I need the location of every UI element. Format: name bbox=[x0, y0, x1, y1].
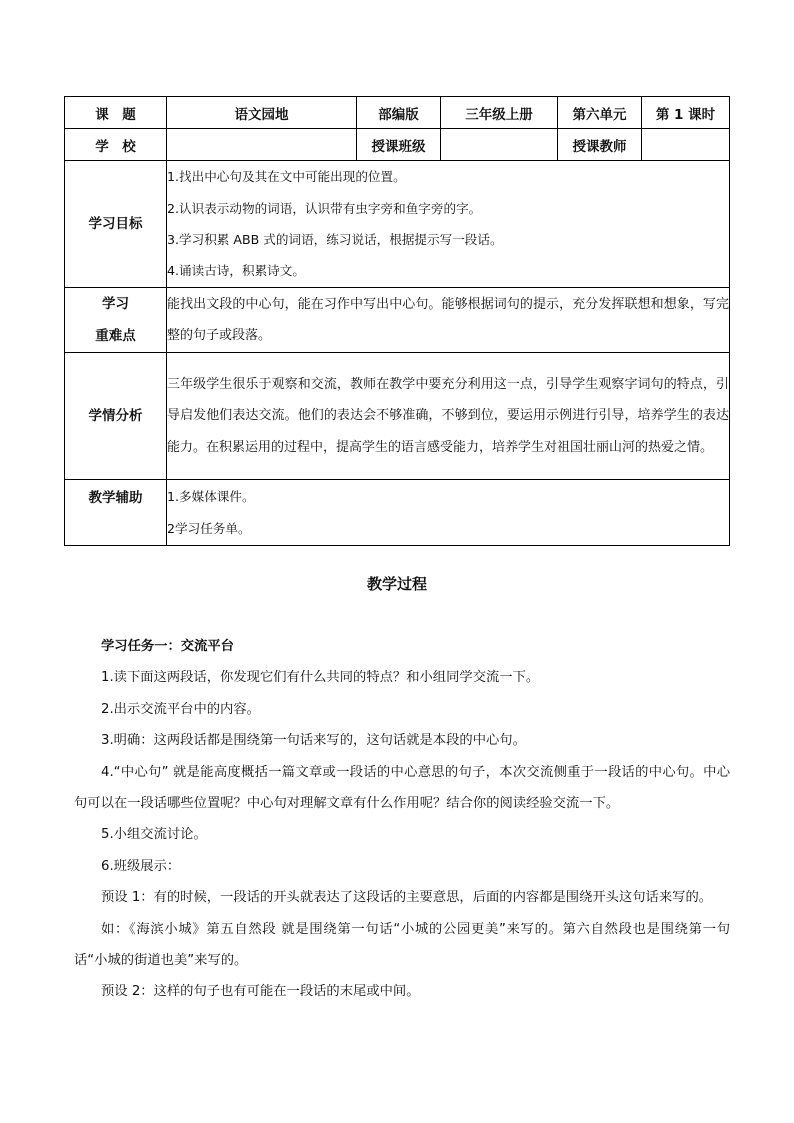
lesson-number: 第 1 课时 bbox=[642, 97, 730, 129]
grade: 三年级上册 bbox=[441, 97, 558, 129]
key-points-label-line1: 学习 bbox=[102, 296, 129, 312]
unit: 第六单元 bbox=[558, 97, 642, 129]
table-row-school bbox=[65, 129, 730, 161]
process-step: 4.“中心句” 就是能高度概括一篇文章或一段话的中心意思的句子，本次交流侧重于一段话的中心句。中心句可以在一段话哪些位置呢？中心句对理解文章有什么作用呢？结合你的阅读经验交流一下。 bbox=[74, 764, 730, 812]
key-points-label-line2: 重难点 bbox=[95, 328, 136, 344]
class-label: 授课班级 bbox=[357, 129, 441, 161]
table-row-key-points bbox=[65, 288, 730, 353]
task-title: 学习任务一：交流平台 bbox=[101, 639, 234, 654]
aids-label: 教学辅助 bbox=[65, 480, 167, 546]
table-row-analysis bbox=[65, 353, 730, 480]
table-row-course bbox=[65, 97, 730, 129]
aid-item: 2学习任务单。 bbox=[167, 520, 251, 536]
aid-item: 1.多媒体课件。 bbox=[167, 489, 255, 505]
objective-item: 3.学习积累 ABB 式的词语，练习说话，根据提示写一段话。 bbox=[167, 232, 503, 247]
teacher-value bbox=[642, 129, 730, 161]
objectives-label: 学习目标 bbox=[65, 161, 167, 288]
school-label: 学 校 bbox=[65, 129, 167, 161]
preset-1: 预设 1：有的时候，一段话的开头就表达了这段话的主要意思，后面的内容都是围绕开头这句话来写的。 bbox=[101, 890, 713, 906]
teacher-label: 授课教师 bbox=[558, 129, 642, 161]
analysis-content bbox=[167, 353, 730, 480]
table-row-objectives bbox=[65, 161, 730, 288]
process-title: 教学过程 bbox=[366, 575, 427, 593]
process-step: 2.出示交流平台中的内容。 bbox=[101, 701, 260, 717]
process-content bbox=[74, 631, 730, 1008]
objective-item: 2.认识表示动物的词语，认识带有虫字旁和鱼字旁的字。 bbox=[167, 200, 482, 216]
course-label: 课 题 bbox=[65, 97, 167, 129]
key-points-label bbox=[65, 288, 167, 353]
objective-item: 4.诵读古诗，积累诗文。 bbox=[167, 263, 305, 279]
objectives-content bbox=[167, 161, 730, 288]
example-text: 如：《海滨小城》第五自然段 就是围绕第一句话“小城的公园更美”来写的。第六自然段也是围绕第一句话“小城的街道也美”来写的。 bbox=[74, 921, 730, 969]
class-value bbox=[441, 129, 558, 161]
key-points-text: 能找出文段的中心句，能在习作中写出中心句。能够根据词句的提示，充分发挥联想和想象，写完整的句子或段落。 bbox=[167, 296, 729, 343]
process-step: 5.小组交流讨论。 bbox=[101, 827, 207, 843]
school-value bbox=[167, 129, 357, 161]
lesson-info-table bbox=[64, 96, 730, 546]
preset-2: 预设 2：这样的句子也有可能在一段话的末尾或中间。 bbox=[101, 984, 420, 1000]
edition: 部编版 bbox=[357, 97, 441, 129]
analysis-label: 学情分析 bbox=[65, 353, 167, 480]
analysis-text: 三年级学生很乐于观察和交流，教师在教学中要充分利用这一点，引导学生观察字词句的特点，引导启发他们表达交流。他们的表达会不够准确，不够到位，要运用示例进行引导，培养学生的表达能力。在积累运用的过程中，提高学生的语言感受能力，培养学生对祖国壮丽山河的热爱之情。 bbox=[167, 376, 729, 455]
aids-content bbox=[167, 480, 730, 546]
process-step: 3.明确：这两段话都是围绕第一句话来写的，这句话就是本段的中心句。 bbox=[101, 733, 526, 749]
course-title: 语文园地 bbox=[167, 97, 357, 129]
key-points-content bbox=[167, 288, 730, 353]
objective-item: 1.找出中心句及其在文中可能出现的位置。 bbox=[167, 169, 406, 185]
process-step: 1.读下面这两段话，你发现它们有什么共同的特点？和小组同学交流一下。 bbox=[101, 670, 540, 686]
table-row-aids bbox=[65, 480, 730, 546]
process-step: 6.班级展示： bbox=[101, 858, 181, 874]
